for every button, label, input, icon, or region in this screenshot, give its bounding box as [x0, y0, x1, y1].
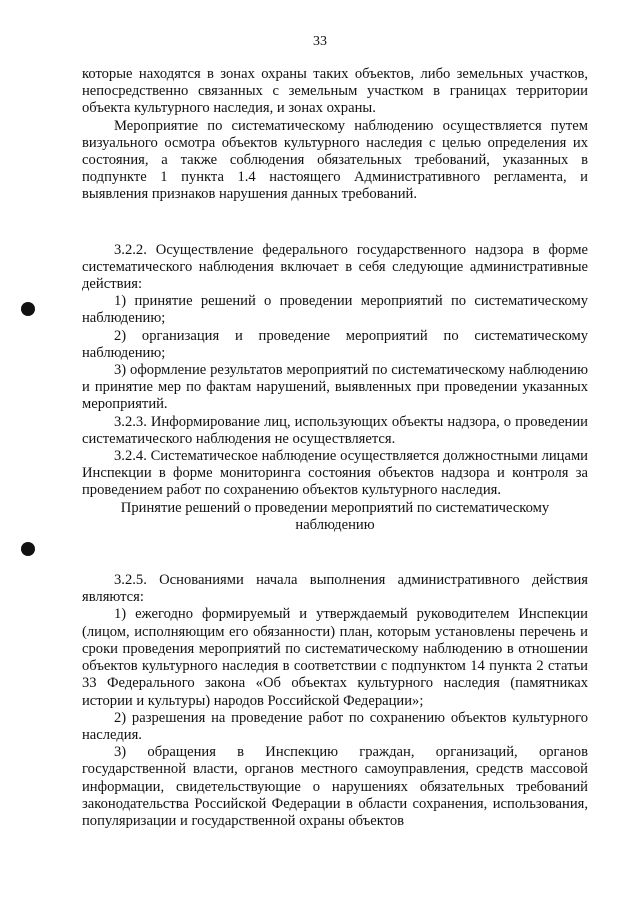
page-number: 33: [313, 34, 327, 49]
paragraph: 3.2.2. Осуществление федерального государственного надзора в форме систематического наблюдения включает в себя следующие административные действия:: [82, 241, 588, 293]
paragraph: 3.2.5. Основаниями начала выполнения административного действия являются:: [82, 572, 588, 606]
list-item: 1) принятие решений о проведении мероприятий по систематическому наблюдению;: [82, 293, 588, 327]
section-heading: [82, 500, 588, 534]
document-body: [82, 66, 588, 830]
punch-hole-mark: [21, 302, 35, 316]
punch-hole-mark: [21, 542, 35, 556]
paragraph: 3.2.4. Систематическое наблюдение осуществляется должностными лицами Инспекции в форме мониторинга состояния объектов надзора и контроля за проведением работ по сохранению объектов культурного наследия.: [82, 448, 588, 499]
list-item: 1) ежегодно формируемый и утверждаемый руководителем Инспекции (лицом, исполняющим его обязанности) план, которым установлены перечень и сроки проведения мероприятий по систематическому наблюдению в отношении объектов культурного наследия в соответствии с подпунктом 14 пункта 2 статьи 33 Федерального закона «Об объектах культурного наследия (памятниках истории и культуры) народов Российской Федерации»;: [82, 606, 588, 709]
paragraph: 3.2.3. Информирование лиц, использующих объекты надзора, о проведении систематического наблюдения не осуществляется.: [82, 413, 588, 447]
list-item: 3) обращения в Инспекцию граждан, организаций, органов государственной власти, органов местного самоуправления, средств массовой информации, свидетельствующие о нарушениях обязательных требований законодательства Российской Федерации в области сохранения, использования, популяризации и государственной охраны объектов: [82, 744, 588, 829]
paragraph: Мероприятие по систематическому наблюдению осуществляется путем визуального осмотра объектов культурного наследия с целью определения их состояния, а также соблюдения обязательных требований, указанных в подпункте 1 пункта 1.4 настоящего Административного регламента, и выявления признаков нарушения данных требований.: [82, 117, 588, 203]
section-heading-line: Принятие решений о проведении мероприятий по систематическому: [120, 499, 550, 516]
section-heading-line: наблюдению: [295, 516, 375, 533]
paragraph: которые находятся в зонах охраны таких объектов, либо земельных участков, непосредственно связанных с земельным участком в границах территории объекта культурного наследия, и зонах охраны.: [82, 66, 588, 117]
list-item: 2) разрешения на проведение работ по сохранению объектов культурного наследия.: [82, 709, 588, 743]
list-item: 3) оформление результатов мероприятий по систематическому наблюдению и принятие мер по фактам нарушений, выявленных при проведении указанных мероприятий.: [82, 362, 588, 413]
list-item: 2) организация и проведение мероприятий по систематическому наблюдению;: [82, 327, 588, 361]
